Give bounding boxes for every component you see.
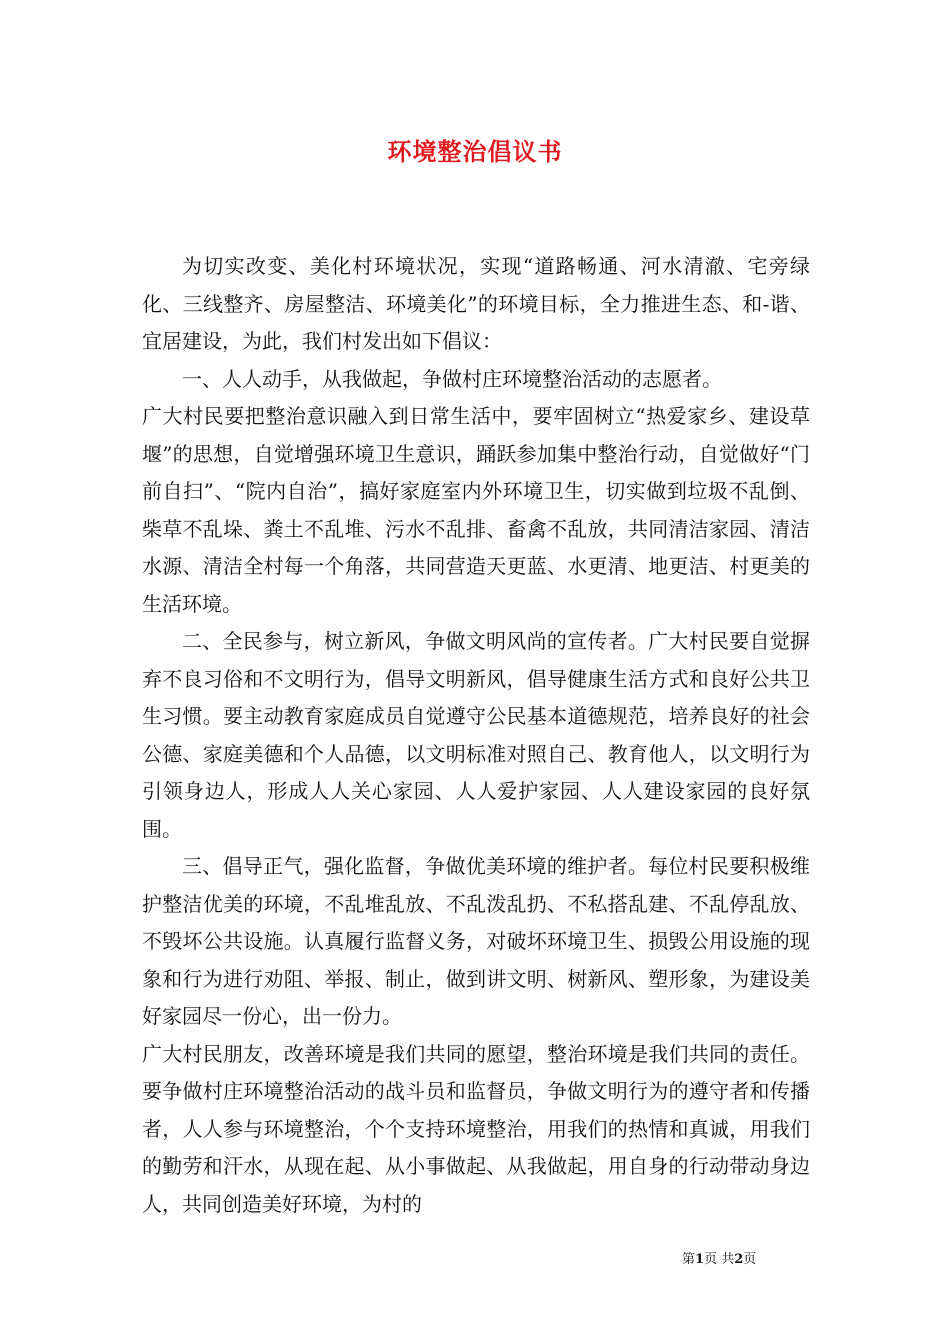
paragraph-point-one-heading: 一、人人动手，从我做起，争做村庄环境整治活动的志愿者。: [182, 366, 722, 391]
paragraph-point-three: 三、倡导正气，强化监督，争做优美环境的维护者。每位村民要积极维护整洁优美的环境，不乱堆乱放、不乱泼乱扔、不私搭乱建、不乱停乱放、不毁坏公共设施。认真履行监督义务，对破坏环境卫生、损毁公用设施的现象和行为进行劝阻、举报、制止，做到讲文明、树新风、塑形象，为建设美好家园尽一份心，出一份力。: [142, 854, 810, 1028]
footer-suffix: 页: [743, 1252, 757, 1267]
paragraph-intro: 为切实改变、美化村环境状况，实现“道路畅通、河水清澈、宅旁绿化、三线整齐、房屋整洁、环境美化”的环境目标，全力推进生态、和-谐、宜居建设，为此，我们村发出如下倡议：: [142, 254, 810, 353]
footer-prefix: 第: [682, 1252, 696, 1267]
footer-total-pages: 2: [734, 1252, 744, 1267]
footer-current-page: 1: [695, 1252, 705, 1267]
page-number-footer: [682, 1248, 842, 1267]
paragraph-closing: 广大村民朋友，改善环境是我们共同的愿望，整治环境是我们共同的责任。要争做村庄环境整治活动的战斗员和监督员，争做文明行为的遵守者和传播者，人人参与环境整治，个个支持环境整治，用我们的热情和真诚，用我们的勤劳和汗水，从现在起、从小事做起、从我做起，用自身的行动带动身边人，共同创造美好环境，为村的: [142, 1041, 810, 1216]
document-title: 环境整治倡议书: [387, 137, 563, 166]
footer-middle: 页 共: [704, 1252, 735, 1267]
document-body: [142, 248, 810, 1223]
paragraph-point-two: 二、全民参与，树立新风，争做文明风尚的宣传者。广大村民要自觉摒弃不良习俗和不文明行为，倡导文明新风，倡导健康生活方式和良好公共卫生习惯。要主动教育家庭成员自觉遵守公民基本道德规范，培养良好的社会公德、家庭美德和个人品德，以文明标准对照自己、教育他人，以文明行为引领身边人，形成人人关心家园、人人爱护家园、人人建设家园的良好氛围。: [142, 629, 810, 841]
paragraph-point-one-body: 广大村民要把整治意识融入到日常生活中，要牢固树立“热爱家乡、建设草堰”的思想，自觉增强环境卫生意识，踊跃参加集中整治行动，自觉做好“门前自扫”、“院内自治”，搞好家庭室内外环境卫生，切实做到垃圾不乱倒、柴草不乱垛、粪土不乱堆、污水不乱排、畜禽不乱放，共同清洁家园、清洁水源、清洁全村每一个角落，共同营造天更蓝、水更清、地更洁、村更美的生活环境。: [142, 404, 810, 616]
